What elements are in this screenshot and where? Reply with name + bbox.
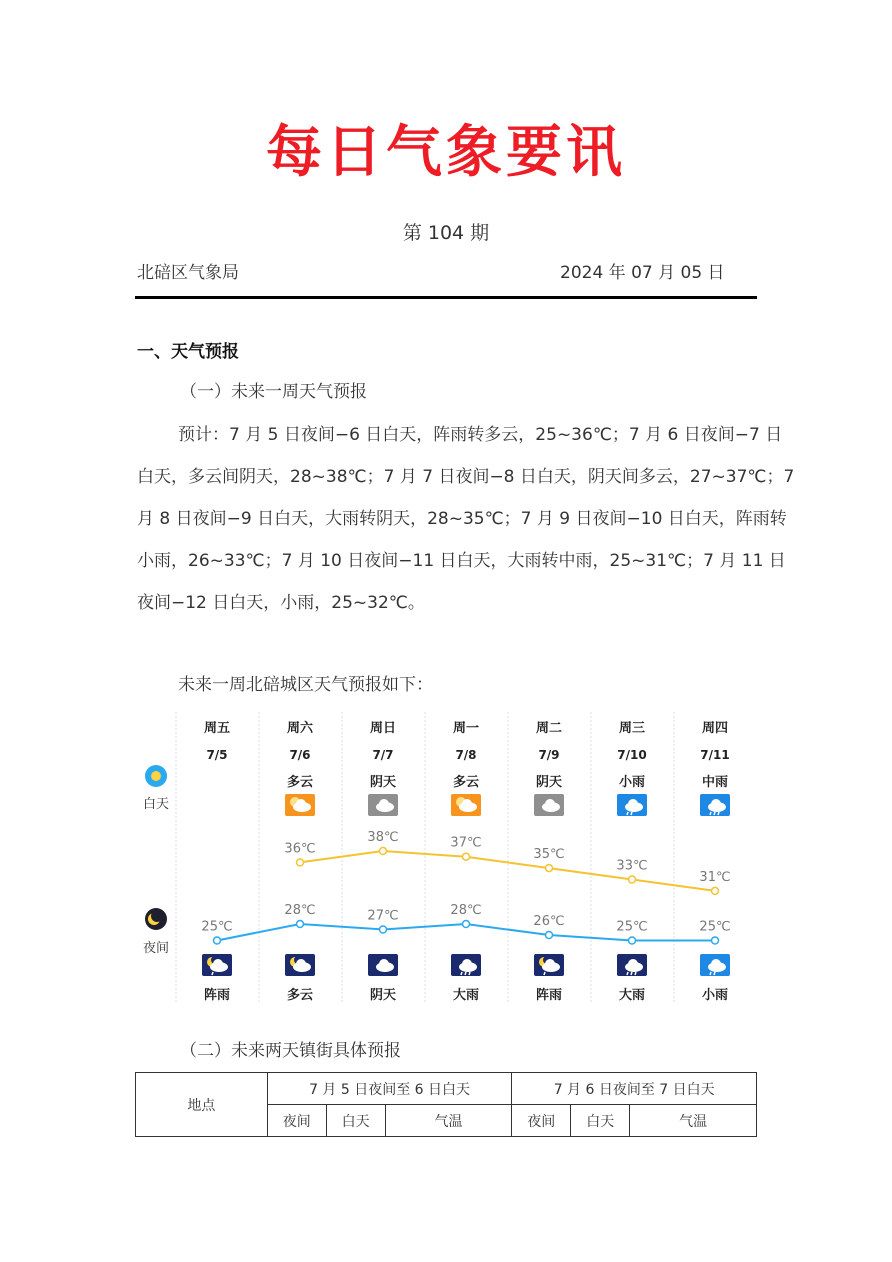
forecast-column: [367, 721, 398, 1003]
heavy-rain-icon: [451, 954, 481, 976]
sun-cloud-icon: [285, 794, 315, 816]
cloud-puff: [628, 959, 638, 969]
night-label: 夜间: [142, 941, 170, 956]
p2-temp-header: 气温: [630, 1105, 757, 1137]
rain-drop: [714, 812, 715, 815]
p2-day-header: 白天: [571, 1105, 630, 1137]
sun-core: [151, 771, 161, 781]
cloud-puff: [296, 799, 306, 809]
rain-drop: [544, 972, 545, 975]
rain-drop: [627, 972, 628, 975]
day-weather-label: 阴天: [535, 775, 563, 790]
day-temp-point: [712, 887, 719, 894]
weekday-label: 周一: [452, 721, 480, 736]
rain-drop: [718, 812, 719, 815]
cloud-puff: [379, 959, 389, 969]
night-temp-point: [214, 937, 221, 944]
issue-date: 2024 年 07 月 05 日: [560, 263, 725, 283]
night-weather-label: 大雨: [452, 988, 480, 1003]
night-temp-point: [629, 937, 636, 944]
weekday-label: 周日: [369, 721, 397, 736]
night-temp-point: [546, 932, 553, 939]
day-temp-point: [463, 853, 470, 860]
day-temp-label: 36℃: [284, 841, 316, 857]
light-rain-icon: [700, 954, 730, 976]
header-divider: [135, 296, 757, 299]
moon-cloud-rain-icon: [534, 954, 564, 976]
cloud-puff: [462, 959, 472, 969]
night-weather-label: 大雨: [618, 988, 646, 1003]
col-location-header: 地点: [136, 1073, 268, 1137]
forecast-column: [699, 721, 730, 1003]
cloud-puff: [545, 799, 555, 809]
issuing-organization: 北碚区气象局: [137, 263, 239, 283]
night-weather-label: 小雨: [701, 988, 729, 1003]
day-weather-label: 小雨: [618, 775, 646, 790]
day-temp-point: [546, 865, 553, 872]
day-temp-point: [629, 876, 636, 883]
day-temp-point: [380, 848, 387, 855]
night-temp-label: 28℃: [450, 903, 482, 918]
cloud-puff: [711, 799, 721, 809]
town-forecast-table: [135, 1072, 757, 1137]
cloud-puff: [379, 799, 389, 809]
day-weather-label: 多云: [286, 775, 314, 790]
cloud-icon: [534, 794, 564, 816]
heavy-rain-icon: [617, 954, 647, 976]
moderate-rain-icon: [700, 794, 730, 816]
rain-drop: [631, 972, 632, 975]
period1-header: 7 月 5 日夜间至 6 日白天: [267, 1073, 512, 1105]
rain-drop: [710, 972, 711, 975]
day-weather-label: 阴天: [369, 775, 397, 790]
date-label: 7/5: [206, 748, 228, 762]
night-temp-label: 25℃: [699, 919, 731, 935]
night-weather-label: 多云: [286, 988, 314, 1003]
day-temp-label: 33℃: [616, 858, 648, 874]
rain-drop: [627, 812, 628, 815]
cloud-puff: [213, 959, 223, 969]
day-temp-label: 35℃: [533, 847, 565, 863]
cloud-puff: [462, 799, 472, 809]
day-weather-label: 中雨: [701, 775, 729, 790]
night-weather-label: 阴天: [369, 988, 397, 1003]
night-temp-point: [380, 926, 387, 933]
rain-drop: [635, 972, 636, 975]
cloud-puff: [711, 959, 721, 969]
night-temp-point: [297, 921, 304, 928]
cloud-icon: [368, 794, 398, 816]
night-temp-point: [463, 921, 470, 928]
date-label: 7/7: [372, 748, 394, 762]
moon-cloud-icon: [285, 954, 315, 976]
moon-cloud-rain-icon: [202, 954, 232, 976]
day-label: 白天: [142, 797, 170, 812]
weekday-label: 周二: [535, 721, 563, 736]
night-temp-label: 25℃: [616, 919, 648, 935]
weekday-label: 周六: [286, 721, 314, 736]
forecast-column: [450, 721, 481, 1003]
weekday-label: 周三: [618, 721, 646, 736]
p2-night-header: 夜间: [512, 1105, 571, 1137]
rain-drop: [714, 972, 715, 975]
day-temp-label: 37℃: [450, 835, 482, 851]
chart-intro-text: 未来一周北碚城区天气预报如下：: [178, 675, 433, 695]
forecast-column: [201, 721, 232, 1003]
rain-drop: [212, 972, 213, 975]
section-heading-forecast: 一、天气预报: [137, 342, 239, 362]
rain-drop: [461, 972, 462, 975]
night-temp-label: 26℃: [533, 914, 565, 929]
weekday-label: 周五: [203, 721, 231, 736]
night-weather-label: 阵雨: [203, 988, 231, 1003]
day-temp-label: 31℃: [699, 869, 731, 885]
date-label: 7/9: [538, 748, 560, 762]
p1-day-header: 白天: [326, 1105, 385, 1137]
p1-temp-header: 气温: [385, 1105, 512, 1137]
date-label: 7/8: [455, 748, 477, 762]
forecast-column: [616, 721, 647, 1003]
night-weather-label: 阵雨: [535, 988, 563, 1003]
cloud-puff: [628, 799, 638, 809]
weekly-forecast-chart: [135, 708, 755, 1008]
night-temp-label: 25℃: [201, 919, 233, 935]
night-temp-point: [712, 937, 719, 944]
light-rain-icon: [617, 794, 647, 816]
period2-header: 7 月 6 日夜间至 7 日白天: [512, 1073, 757, 1105]
issue-number: 第 104 期: [402, 222, 490, 244]
p1-night-header: 夜间: [267, 1105, 326, 1137]
cloud-puff: [296, 959, 306, 969]
rain-drop: [710, 812, 711, 815]
forecast-paragraph: 预计：7 月 5 日夜间−6 日白天，阵雨转多云，25~36℃；7 月 6 日夜间−7 日白天，多云间阴天，28~38℃；7 月 7 日夜间−8 日白天，阴天间多云，27~37℃；7 月 8 日夜间−9 日白天，大雨转阴天，28~35℃；7 月 9 日夜间−10 日白天，阵雨转小雨，26~33℃；7 月 10 日夜间−11 日白天，大雨转中雨，25~31℃；7 月 11 日夜间−12 日白天，小雨，25~32℃。: [137, 425, 795, 613]
night-row-label: [143, 908, 169, 956]
rain-drop: [469, 972, 470, 975]
cloud-puff: [545, 959, 555, 969]
forecast-column: [533, 721, 564, 1003]
day-temp-point: [297, 859, 304, 866]
subheading-weekly-forecast: （一）未来一周天气预报: [180, 382, 367, 402]
subheading-town-forecast: （二）未来两天镇街具体预报: [180, 1041, 401, 1061]
rain-drop: [465, 972, 466, 975]
weekday-label: 周四: [701, 721, 729, 736]
day-row-label: [143, 765, 169, 812]
day-temp-label: 38℃: [367, 830, 399, 845]
date-label: 7/10: [617, 748, 647, 762]
date-label: 7/11: [700, 748, 730, 762]
night-temp-label: 27℃: [367, 908, 399, 924]
day-weather-label: 多云: [452, 775, 480, 790]
page-title: 每日气象要讯: [266, 119, 626, 185]
sun-cloud-icon: [451, 794, 481, 816]
moon-shadow: [151, 910, 163, 922]
night-temp-label: 28℃: [284, 903, 316, 918]
date-label: 7/6: [289, 748, 311, 762]
cloud-icon: [368, 954, 398, 976]
rain-drop: [631, 812, 632, 815]
